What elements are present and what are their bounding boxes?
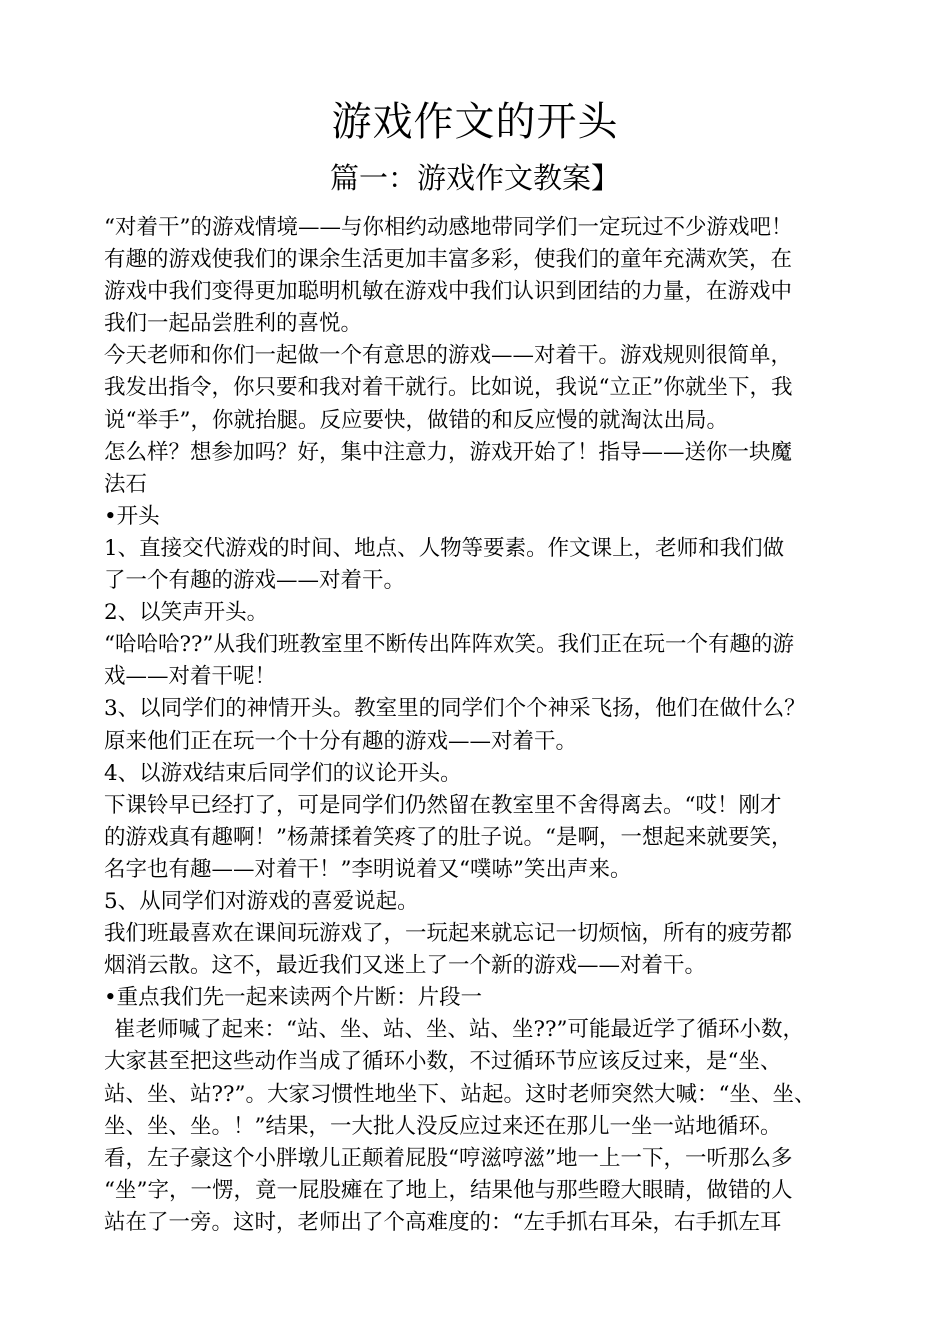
document-body — [104, 212, 856, 1239]
text-line: 看，左子豪这个小胖墩儿正颠着屁股“哼滋哼滋”地一上一下，一听那么多 — [104, 1145, 793, 1171]
text-line: 有趣的游戏使我们的课余生活更加丰富多彩，使我们的童年充满欢笑，在 — [104, 247, 793, 273]
text-line: 今天老师和你们一起做一个有意思的游戏——对着干。游戏规则很简单， — [104, 343, 793, 369]
text-line: 怎么样？想参加吗？好，集中注意力，游戏开始了！指导——送你一块魔 — [104, 439, 793, 465]
text-line: 2、以笑声开头。 — [104, 600, 269, 626]
text-line: •开头 — [104, 503, 160, 529]
text-line: 我发出指令，你只要和我对着干就行。比如说，我说“立正”你就坐下，我 — [104, 375, 793, 401]
text-line: “坐”字，一愣，竟一屁股瘫在了地上，结果他与那些瞪大眼睛，做错的人 — [104, 1177, 793, 1203]
text-line: 3、以同学们的神情开头。教室里的同学们个个神采飞扬，他们在做什么？ — [104, 696, 806, 722]
text-line: “对着干”的游戏情境——与你相约动感地带同学们一定玩过不少游戏吧！ — [104, 215, 793, 240]
text-line: 4、以游戏结束后同学们的议论开头。 — [104, 760, 462, 786]
document-subtitle: 篇一：游戏作文教案】 — [329, 161, 620, 195]
text-line: 了一个有趣的游戏——对着干。 — [104, 568, 406, 594]
text-line: 戏——对着干呢！ — [104, 664, 277, 690]
text-line: “哈哈哈??”从我们班教室里不断传出阵阵欢笑。我们正在玩一个有趣的游 — [104, 632, 795, 658]
text-line: 我们班最喜欢在课间玩游戏了，一玩起来就忘记一切烦恼，所有的疲劳都 — [104, 921, 793, 947]
text-line: 我们一起品尝胜利的喜悦。 — [104, 311, 363, 337]
text-line: 站、坐、站??”。大家习惯性地坐下、站起。这时老师突然大喊：“坐、坐、 — [104, 1081, 816, 1107]
text-line: 坐、坐、坐。！”结果，一大批人没反应过来还在那儿一坐一站地循环。 — [104, 1113, 782, 1139]
text-line: 1、直接交代游戏的时间、地点、人物等要素。作文课上，老师和我们做 — [104, 535, 785, 561]
text-line: 下课铃早已经打了，可是同学们仍然留在教室里不舍得离去。“哎！刚才 — [104, 792, 782, 818]
text-line: 名字也有趣——对着干！”李明说着又“噗哧”笑出声来。 — [104, 856, 632, 882]
text-line: 站在了一旁。这时，老师出了个高难度的：“左手抓右耳朵，右手抓左耳 — [104, 1209, 782, 1235]
text-line: •重点我们先一起来读两个片断：片段一 — [104, 985, 483, 1011]
text-line: 的游戏真有趣啊！”杨萧揉着笑疼了的肚子说。“是啊，一想起来就要笑， — [104, 824, 793, 850]
text-line: 游戏中我们变得更加聪明机敏在游戏中我们认识到团结的力量，在游戏中 — [104, 279, 793, 305]
text-line: 烟消云散。这不，最近我们又迷上了一个新的游戏——对着干。 — [104, 953, 707, 979]
document-title: 游戏作文的开头 — [331, 99, 619, 145]
text-line: 崔老师喊了起来：“站、坐、站、坐、站、坐??”可能最近学了循环小数， — [114, 1017, 805, 1043]
text-line: 5、从同学们对游戏的喜爱说起。 — [104, 888, 419, 914]
text-line: 法石 — [104, 471, 148, 497]
text-line: 大家甚至把这些动作当成了循环小数，不过循环节应该反过来，是“坐、 — [104, 1049, 782, 1075]
text-line: 说“举手”，你就抬腿。反应要快，做错的和反应慢的就淘汰出局。 — [104, 407, 728, 433]
text-line: 原来他们正在玩一个十分有趣的游戏——对着干。 — [104, 728, 578, 754]
